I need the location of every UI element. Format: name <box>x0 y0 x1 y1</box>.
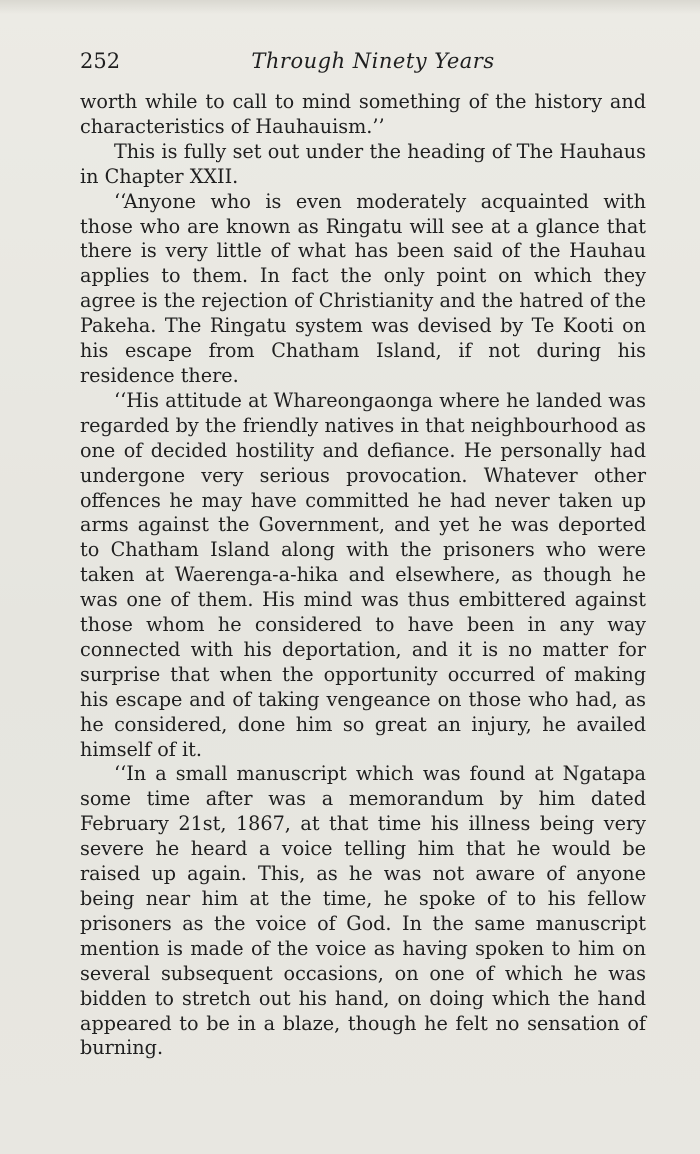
body-text <box>80 90 646 1061</box>
page-number: 252 <box>80 49 121 73</box>
running-title: Through Ninety Years <box>251 49 495 73</box>
paragraph-chapter-reference: This is fully set out under the heading of The Hauhaus in Chapter XXII. <box>80 139 646 188</box>
running-head <box>80 44 646 78</box>
paragraph-continuation: worth while to call to mind something of the history and characteristics of Hauhauism.’’ <box>80 90 646 138</box>
paragraph-ringatu: ‘‘Anyone who is even moderately acquainted with those who are known as Ringatu will see at a glance that there is very little of what has been said of the Hauhau applies to them. In fact the only point on which they agree is the rejection of Christianity and the hatred of the Pakeha. The Ringatu system was devised by Te Kooti on his escape from Chatham Island, if not during his residence there. <box>80 189 646 387</box>
paragraph-manuscript: ‘‘In a small manuscript which was found at Ngatapa some time after was a memorandum by him dated February 21st, 1867, at that time his illness being very severe he heard a voice telling him that he would be raised up again. This, as he was not aware of anyone being near him at the time, he spoke of to his fellow prisoners as the voice of God. In the same manuscript mention is made of the voice as having spoken to him on several subsequent occasions, on one of which he was bidden to stretch out his hand, on doing which the hand appeared to be in a blaze, though he felt no sensation of burning. <box>80 762 646 1060</box>
paragraph-whareongaonga: ‘‘His attitude at Whareongaonga where he landed was regarded by the friendly natives in that neighbourhood as one of decided hostility and defiance. He personally had undergone very serious provocation. Whatever other offences he may have committed he had never taken up arms against the Government, and yet he was deported to Chatham Island along with the prisoners who were taken at Waerenga-a-hika and elsewhere, as though he was one of them. His mind was thus embittered against those whom he considered to have been in any way connected with his deportation, and it is no matter for surprise that when the opportunity occurred of making his escape and of taking vengeance on those who had, as he considered, done him so great an injury, he availed himself of it. <box>80 388 646 761</box>
